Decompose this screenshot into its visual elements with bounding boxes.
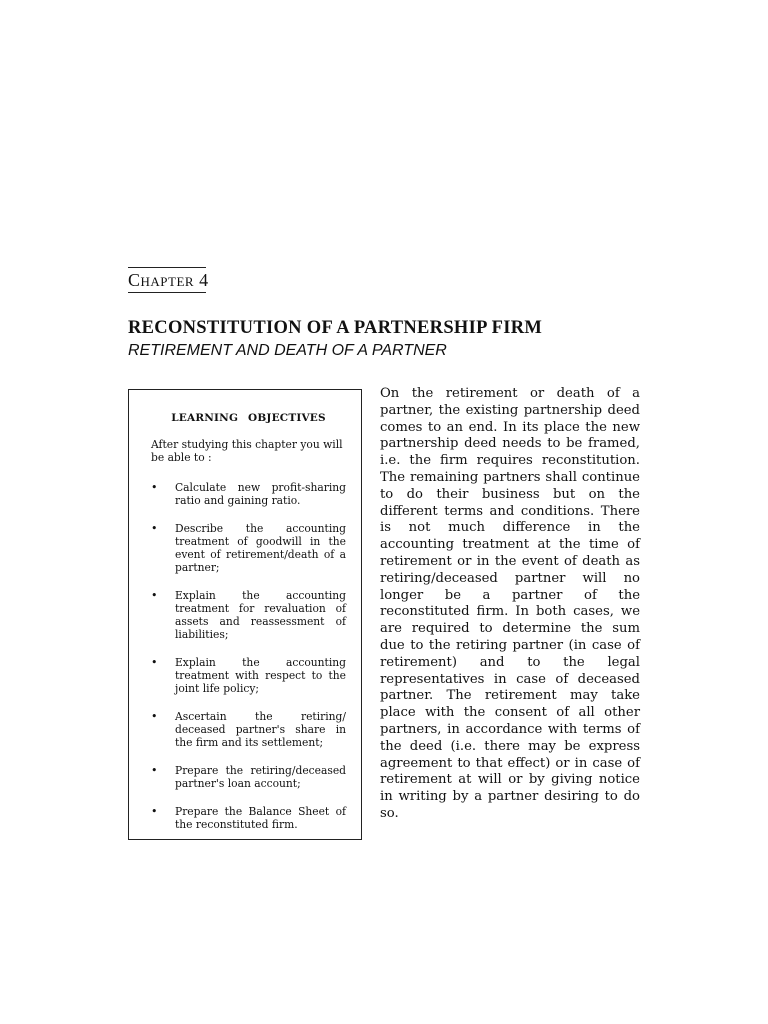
objective-text: Prepare the retiring/deceased partner's loan account; bbox=[175, 764, 346, 790]
objective-text: Explain the accounting treatment for revaluation of assets and reassessment of liabilities; bbox=[175, 589, 346, 641]
bullet-icon: • bbox=[151, 481, 158, 494]
list-item bbox=[151, 710, 346, 749]
body-paragraph: On the retirement or death of a partner, the existing partnership deed comes to an end. In its place the new partnership deed needs to be framed, i.e. the firm requires reconstitution. The remaining partners shall continue to do their business but on the different terms and conditions. There is not much difference in the accounting treatment at the time of retirement or in the event of death as retiring/deceased partner will no longer be a partner of the reconstituted firm. In both cases, we are required to determine the sum due to the retiring partner (in case of retirement) and to the legal representatives in case of deceased partner. The retirement may take place with the consent of all other partners, in accordance with terms of the deed (i.e. there may be express agreement to that effect) or in case of retirement at will or by giving notice in writing by a partner desiring to do so. bbox=[380, 386, 640, 821]
bullet-icon: • bbox=[151, 656, 158, 669]
page-subtitle: RETIREMENT AND DEATH OF A PARTNER bbox=[128, 342, 447, 359]
bullet-icon: • bbox=[151, 710, 158, 723]
objective-text: Ascertain the retiring/ deceased partner's share in the firm and its settlement; bbox=[175, 710, 346, 749]
chapter-rule-top bbox=[128, 267, 206, 268]
bullet-icon: • bbox=[151, 764, 158, 777]
list-item bbox=[151, 656, 346, 695]
bullet-icon: • bbox=[151, 522, 158, 535]
chapter-rule-bottom bbox=[128, 292, 206, 293]
objective-text: Describe the accounting treatment of goodwill in the event of retirement/death of a partner; bbox=[175, 522, 346, 574]
bullet-icon: • bbox=[151, 805, 158, 818]
list-item bbox=[151, 764, 346, 790]
page-title: RECONSTITUTION OF A PARTNERSHIP FIRM bbox=[128, 318, 543, 338]
list-item bbox=[151, 589, 346, 641]
bullet-icon: • bbox=[151, 589, 158, 602]
objective-text: Explain the accounting treatment with respect to the joint life policy; bbox=[175, 656, 346, 695]
list-item bbox=[151, 522, 346, 574]
chapter-label bbox=[128, 270, 209, 291]
list-item bbox=[151, 805, 346, 831]
objective-text: Calculate new profit-sharing ratio and gaining ratio. bbox=[175, 481, 346, 507]
chapter-label-word: hapter bbox=[140, 270, 195, 290]
list-item bbox=[151, 481, 346, 507]
learning-objectives-heading: LEARNING OBJECTIVES bbox=[171, 412, 326, 424]
learning-objectives-intro: After studying this chapter you will be able to : bbox=[151, 438, 343, 464]
learning-objectives-box bbox=[128, 389, 362, 840]
chapter-number: 4 bbox=[199, 270, 209, 290]
chapter-label-initial: C bbox=[128, 270, 141, 290]
objective-text: Prepare the Balance Sheet of the reconstituted firm. bbox=[175, 805, 346, 831]
learning-objectives-list bbox=[151, 481, 346, 831]
